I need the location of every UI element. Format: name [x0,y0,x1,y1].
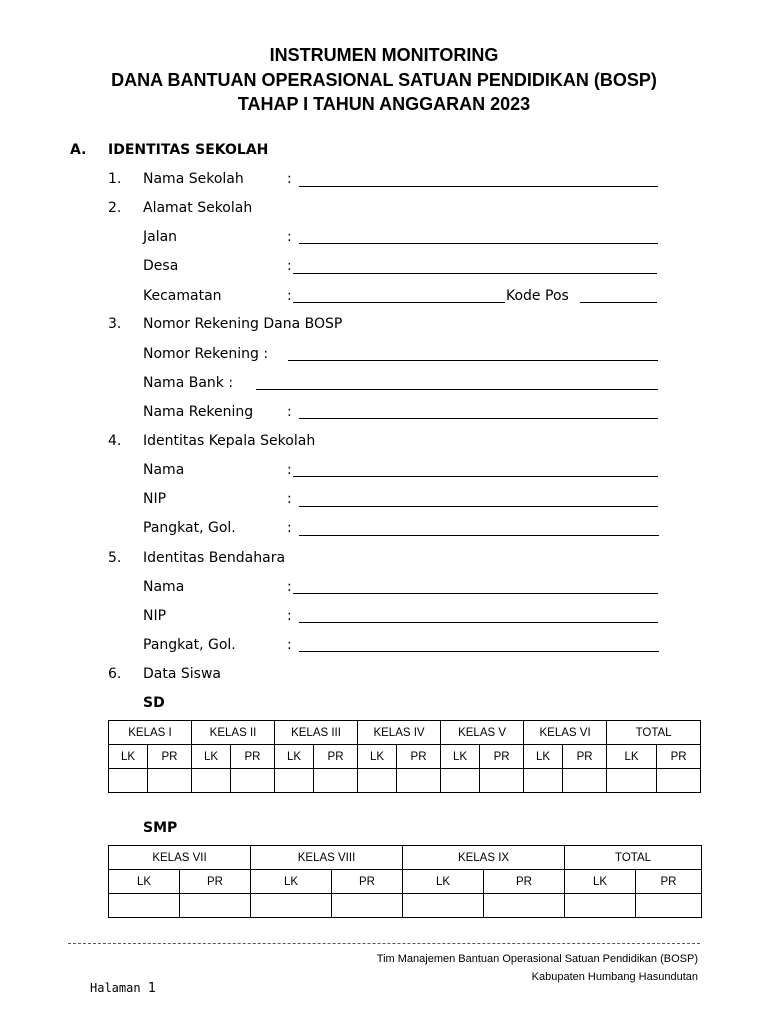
item-number-3: 3. [108,316,122,332]
smp-pr-header: PR [180,870,251,894]
label-nomor-rekening-bosp: Nomor Rekening Dana BOSP [143,316,343,332]
label-kecamatan: Kecamatan [143,288,222,304]
item-number-6: 6. [108,666,122,682]
smp-lk-header: LK [251,870,332,894]
smp-cell[interactable] [332,894,403,918]
sd-cell[interactable] [397,769,441,793]
bendahara-nama-field[interactable] [293,593,658,594]
colon: : [287,491,292,507]
nama-bank-field[interactable] [256,389,658,390]
sd-cell[interactable] [563,769,607,793]
sd-cell[interactable] [192,769,231,793]
label-nomor-rekening: Nomor Rekening : [143,346,269,362]
label-data-siswa: Data Siswa [143,666,221,682]
smp-cell[interactable] [109,894,180,918]
colon: : [287,171,292,187]
sd-header-kelas-vi: KELAS VI [524,721,607,745]
footer-line-1: Tim Manajemen Bantuan Operasional Satuan Pendidikan (BOSP) [376,953,698,965]
label-alamat-sekolah: Alamat Sekolah [143,200,253,216]
label-nama: Nama [143,462,185,478]
colon: : [287,462,292,478]
smp-header-kelas-vii: KELAS VII [109,846,251,870]
sd-header-kelas-i: KELAS I [109,721,192,745]
label-nama-sekolah: Nama Sekolah [143,171,244,187]
sd-cell[interactable] [607,769,657,793]
label-nama-bank: Nama Bank : [143,375,234,391]
label-nip: NIP [143,608,167,624]
colon: : [287,404,292,420]
sd-cell[interactable] [314,769,358,793]
label-desa: Desa [143,258,179,274]
sd-header-kelas-iii: KELAS III [275,721,358,745]
sd-cell[interactable] [441,769,480,793]
kepala-pangkat-field[interactable] [299,535,659,536]
sd-cell[interactable] [480,769,524,793]
bendahara-pangkat-field[interactable] [299,651,659,652]
sd-cell[interactable] [275,769,314,793]
sd-cell[interactable] [231,769,275,793]
sd-lk-header: LK [607,745,657,769]
smp-cell[interactable] [484,894,565,918]
kode-pos-field[interactable] [580,302,657,303]
smp-pr-header: PR [636,870,702,894]
jalan-field[interactable] [299,243,658,244]
sd-pr-header: PR [657,745,701,769]
sd-pr-header: PR [480,745,524,769]
kecamatan-field[interactable] [293,302,505,303]
smp-pr-header: PR [484,870,565,894]
nomor-rekening-field[interactable] [288,360,658,361]
sd-pr-header: PR [563,745,607,769]
section-title: IDENTITAS SEKOLAH [108,142,269,158]
item-number-4: 4. [108,433,122,449]
colon: : [287,258,292,274]
sd-lk-header: LK [275,745,314,769]
bendahara-nip-field[interactable] [299,622,658,623]
smp-header-kelas-ix: KELAS IX [403,846,565,870]
colon: : [287,288,292,304]
sd-pr-header: PR [397,745,441,769]
label-nama: Nama [143,579,185,595]
nama-rekening-field[interactable] [299,418,658,419]
sd-cell[interactable] [657,769,701,793]
footer-divider [68,943,700,944]
title-line-3: TAHAP I TAHUN ANGGARAN 2023 [237,94,531,114]
item-number-2: 2. [108,200,122,216]
label-jalan: Jalan [143,229,178,245]
smp-pr-header: PR [332,870,403,894]
smp-cell[interactable] [251,894,332,918]
smp-label: SMP [143,820,178,836]
smp-cell[interactable] [565,894,636,918]
item-number-5: 5. [108,550,122,566]
colon: : [287,229,292,245]
smp-header-kelas-viii: KELAS VIII [251,846,403,870]
sd-lk-header: LK [192,745,231,769]
page-label: Halaman [90,981,141,995]
sd-header-kelas-v: KELAS V [441,721,524,745]
sd-pr-header: PR [148,745,192,769]
page-number [90,981,156,996]
sd-lk-header: LK [524,745,563,769]
smp-lk-header: LK [109,870,180,894]
label-identitas-bendahara: Identitas Bendahara [143,550,286,566]
section-letter: A. [70,142,87,158]
sd-table [108,720,701,793]
colon: : [287,520,292,536]
smp-lk-header: LK [403,870,484,894]
label-nip: NIP [143,491,167,507]
sd-lk-header: LK [358,745,397,769]
smp-table [108,845,702,918]
sd-cell[interactable] [524,769,563,793]
sd-label: SD [143,695,165,711]
label-nama-rekening: Nama Rekening [143,404,254,420]
sd-header-total: TOTAL [607,721,701,745]
colon: : [287,579,292,595]
title-line-2: DANA BANTUAN OPERASIONAL SATUAN PENDIDIKAN (BOSP) [111,70,657,90]
label-pangkat: Pangkat, Gol. [143,520,236,536]
smp-cell[interactable] [403,894,484,918]
sd-cell[interactable] [358,769,397,793]
sd-pr-header: PR [314,745,358,769]
smp-cell[interactable] [180,894,251,918]
kepala-nip-field[interactable] [299,506,658,507]
label-identitas-kepala-sekolah: Identitas Kepala Sekolah [143,433,316,449]
sd-header-kelas-iv: KELAS IV [358,721,441,745]
nama-sekolah-field[interactable] [299,186,658,187]
smp-header-total: TOTAL [565,846,702,870]
sd-cell[interactable] [148,769,192,793]
sd-lk-header: LK [441,745,480,769]
desa-field[interactable] [293,273,657,274]
colon: : [287,608,292,624]
sd-header-kelas-ii: KELAS II [192,721,275,745]
smp-cell[interactable] [636,894,702,918]
kepala-nama-field[interactable] [293,476,658,477]
label-pangkat: Pangkat, Gol. [143,637,236,653]
footer-line-2: Kabupaten Humbang Hasundutan [531,971,698,983]
sd-pr-header: PR [231,745,275,769]
label-kode-pos: Kode Pos [506,288,569,304]
title-line-1: INSTRUMEN MONITORING [269,45,499,65]
page-number-value: 1 [147,981,156,996]
smp-lk-header: LK [565,870,636,894]
colon: : [287,637,292,653]
sd-lk-header: LK [109,745,148,769]
item-number-1: 1. [108,171,122,187]
sd-cell[interactable] [109,769,148,793]
